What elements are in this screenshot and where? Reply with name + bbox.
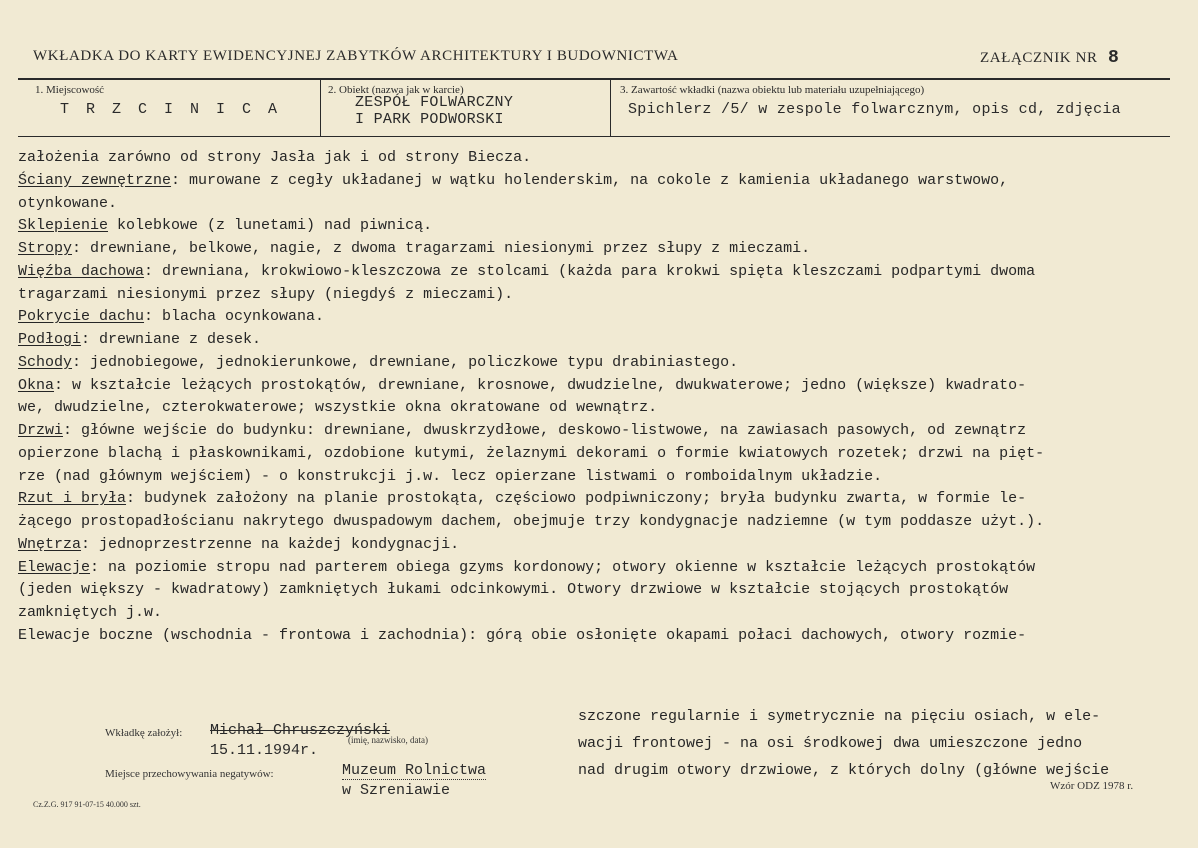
field-2-value-line2: I PARK PODWORSKI <box>355 111 504 128</box>
body-line <box>18 240 810 257</box>
field-2-label: 2. Obiekt (nazwa jak w karcie) <box>328 84 464 96</box>
body-text: : drewniane z desek. <box>81 331 262 348</box>
section-heading: Elewacje <box>18 558 91 576</box>
body-line <box>18 195 117 212</box>
body-text: : jednobiegowe, jednokierunkowe, drewniane, policzkowe typu drabiniastego. <box>72 353 739 371</box>
body-line <box>18 331 261 348</box>
body-line <box>18 559 1035 576</box>
section-heading: Pokrycie dachu <box>18 308 145 326</box>
body-line <box>18 263 1035 280</box>
body-line <box>18 627 1026 644</box>
body-text: żącego prostopadłościanu nakrytego dwuspadowym dachem, obejmuje trzy kondygnacje nadziemne (w tym poddasze użyt.). <box>18 513 1045 530</box>
header-rule-top <box>18 78 1170 80</box>
body-text: : drewniane, belkowe, nagie, z dwoma tragarzami niesionymi przez słupy z mieczami. <box>72 240 811 257</box>
field-1-value: T R Z C I N I C A <box>60 101 282 118</box>
form-code: Wzór ODZ 1978 r. <box>1050 780 1134 792</box>
field-divider-1 <box>320 80 321 136</box>
body-line <box>18 604 162 621</box>
body-text: : w kształcie leżących prostokątów, drewniane, krosnowe, dwudzielne, dwukwaterowe; jedno (większe) kwadrato- <box>54 376 1027 394</box>
body-text: rze (nad głównym wejściem) - o konstrukcji j.w. lecz opierzane listwami o romboidalnym układzie. <box>18 467 883 485</box>
storage-value-line2: w Szreniawie <box>342 782 451 799</box>
field-2-value-line1: ZESPÓŁ FOLWARCZNY <box>355 94 514 111</box>
body-line <box>18 490 1026 507</box>
body-line <box>18 377 1026 394</box>
print-code: Cz.Z.G. 917 91-07-15 40.000 szt. <box>33 800 141 809</box>
body-text: opierzone blachą i płaskownikami, ozdobione kutymi, żelaznymi dekorami o formie kwiatowych rozetek; drzwi na pięt- <box>18 444 1045 462</box>
field-3-value: Spichlerz /5/ w zespole folwarcznym, opis cd, zdjęcia <box>628 101 1121 118</box>
body-text: : drewniana, krokwiowo-kleszczowa ze stolcami (każda para krokwi spięta kleszczami podpartymi dwoma <box>144 262 1036 280</box>
body-text: : budynek założony na planie prostokąta, częściowo podpiwniczony; bryła budynku zwarta, w formie le- <box>126 490 1027 508</box>
prepared-hint: (imię, nazwisko, data) <box>348 735 428 745</box>
continuation-line: wacji frontowej - na osi środkowej dwa umieszczone jedno <box>578 735 1083 752</box>
body-text: : blacha ocynkowana. <box>144 308 325 326</box>
section-heading: Stropy <box>18 240 73 257</box>
continuation-line: nad drugim otwory drzwiowe, z których dolny (główne wejście <box>578 762 1110 779</box>
body-line <box>18 468 882 485</box>
body-text: : na poziomie stropu nad parterem obiega gzyms kordonowy; otwory okienne w kształcie leżących prostokątów <box>90 558 1036 576</box>
section-heading: Więźba dachowa <box>18 262 145 280</box>
body-line <box>18 286 513 303</box>
storage-value-line1: Muzeum Rolnictwa <box>342 762 487 779</box>
body-text: (jeden większy - kwadratowy) zamkniętych łukami odcinkowymi. Otwory drzwiowe w kształcie stojących prostokątów <box>18 581 1009 599</box>
body-text: : jednoprzestrzenne na każdej kondygnacji. <box>81 535 460 553</box>
prepared-label: Wkładkę założył: <box>105 727 183 739</box>
body-text: Elewacje boczne (wschodnia - frontowa i zachodnia): górą obie osłonięte okapami połaci dachowych, otwory rozmie- <box>18 626 1027 644</box>
body-text: : główne wejście do budynku: drewniane, dwuskrzydłowe, deskowo-listwowe, na zawiasach pasowych, od zewnątrz <box>63 422 1027 439</box>
section-heading: Sklepienie <box>18 217 109 235</box>
section-heading: Okna <box>18 376 55 394</box>
body-line <box>18 536 459 553</box>
field-1-label: 1. Miejscowość <box>35 84 105 96</box>
body-text: tragarzami niesionymi przez słupy (niegdyś z mieczami). <box>18 285 514 303</box>
body-line <box>18 172 1008 189</box>
body-line <box>18 308 324 325</box>
section-heading: Rzut i bryła <box>18 490 127 508</box>
section-heading: Wnętrza <box>18 535 82 553</box>
attachment-number: 8 <box>1107 48 1120 68</box>
attachment-label-text: ZAŁĄCZNIK NR <box>980 50 1098 66</box>
body-text: założenia zarówno od strony Jasła jak i od strony Biecza. <box>18 149 532 166</box>
body-line <box>18 513 1044 530</box>
body-text: kolebkowe (z lunetami) nad piwnicą. <box>108 217 433 235</box>
prepared-by: Michał Chruszczyński <box>210 722 391 739</box>
body-text: otynkowane. <box>18 194 118 212</box>
field-divider-2 <box>610 80 611 136</box>
section-heading: Schody <box>18 353 73 371</box>
header-rule-bottom <box>18 136 1170 137</box>
section-heading: Drzwi <box>18 422 64 439</box>
body-text: zamkniętych j.w. <box>18 604 163 621</box>
section-heading: Ściany zewnętrzne <box>18 171 172 189</box>
prepared-date: 15.11.1994r. <box>210 742 319 759</box>
body-text: we, dwudzielne, czterokwaterowe; wszystkie okna okratowane od wewnątrz. <box>18 399 658 417</box>
continuation-line: szczone regularnie i symetrycznie na pięciu osiach, w ele- <box>578 708 1101 725</box>
body-line <box>18 445 1044 462</box>
attachment-label <box>980 48 1119 68</box>
body-line <box>18 217 432 234</box>
body-line <box>18 422 1026 439</box>
section-heading: Podłogi <box>18 331 82 348</box>
storage-label: Miejsce przechowywania negatywów: <box>105 768 274 780</box>
body-line <box>18 149 531 166</box>
body-line <box>18 354 738 371</box>
body-line <box>18 581 1008 598</box>
field-3-label: 3. Zawartość wkładki (nazwa obiektu lub materiału uzupełniającego) <box>620 84 925 96</box>
body-line <box>18 399 657 416</box>
body-text: : murowane z cegły układanej w wątku holenderskim, na cokole z kamienia układanego warstwowo, <box>171 171 1009 189</box>
card-title: WKŁADKA DO KARTY EWIDENCYJNEJ ZABYTKÓW ARCHITEKTURY I BUDOWNICTWA <box>33 48 679 64</box>
